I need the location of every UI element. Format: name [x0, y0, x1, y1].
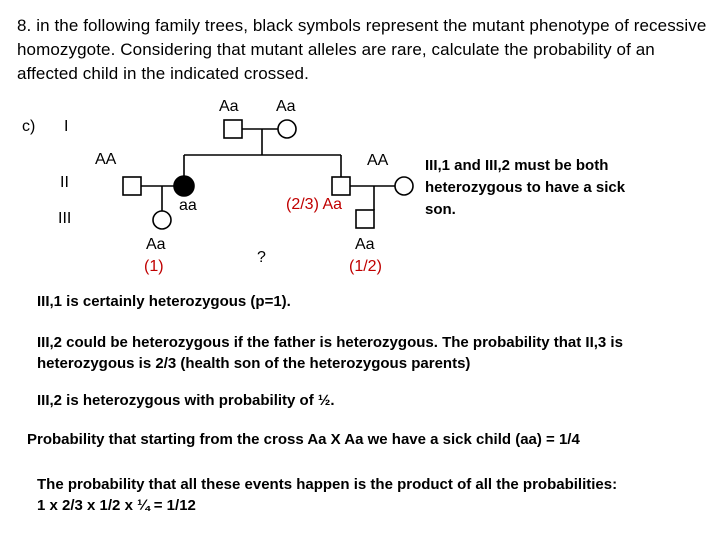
gen2-left-male-genotype: AA — [95, 151, 117, 168]
explanation-1: III,1 is certainly heterozygous (p=1). — [37, 293, 291, 310]
gen2-right-male-genotype: AA — [367, 152, 389, 169]
gen2-right-female-symbol — [395, 177, 413, 195]
side-note-line-1: III,1 and III,2 must be both — [425, 157, 609, 174]
gen1-male-symbol — [224, 120, 242, 138]
generation-label-3: III — [58, 210, 72, 227]
explanation-5-line-1: The probability that all these events happen is the product of all the probabilities: — [37, 476, 618, 493]
gen1-male-genotype: Aa — [219, 98, 239, 115]
explanation-4: Probability that starting from the cross Aa X Aa we have a sick child (aa) = 1/4 — [27, 431, 580, 448]
gen3-left-female-symbol — [153, 211, 171, 229]
gen2-left-male-symbol — [123, 177, 141, 195]
side-note-line-3: son. — [425, 201, 456, 218]
gen3-right-probability: (1/2) — [349, 258, 382, 275]
explanation-3: III,2 is heterozygous with probability of ½. — [37, 392, 335, 409]
gen2-affected-female-genotype: aa — [179, 197, 197, 214]
side-note-line-2: heterozygous to have a sick — [425, 179, 626, 196]
gen2-son-probability: (2/3) Aa — [286, 196, 343, 213]
gen1-female-genotype: Aa — [276, 98, 296, 115]
gen3-right-genotype: Aa — [355, 236, 375, 253]
generation-label-2: II — [60, 174, 69, 191]
explanation-5-line-2: 1 x 2/3 x 1/2 x ¼ = 1/12 — [37, 497, 196, 514]
panel-label: c) — [22, 118, 36, 135]
gen3-left-genotype: Aa — [146, 236, 166, 253]
generation-label-1: I — [64, 118, 69, 135]
explanation-2-line-1: III,2 could be heterozygous if the father is heterozygous. The probability that II,3 is — [37, 334, 623, 351]
question-text: 8. in the following family trees, black symbols represent the mutant phenotype of recessive homozygote. Considering that mutant alleles are rare, calculate the probability of an affected child in the indicated crossed. — [17, 16, 707, 83]
gen1-female-symbol — [278, 120, 296, 138]
gen3-right-male-symbol — [356, 210, 374, 228]
gen2-right-male-symbol — [332, 177, 350, 195]
unknown-child-mark: ? — [257, 249, 266, 266]
explanation-2-line-2: heterozygous is 2/3 (health son of the heterozygous parents) — [37, 355, 471, 372]
gen3-left-probability: (1) — [144, 258, 164, 275]
gen2-affected-female-symbol — [174, 176, 194, 196]
